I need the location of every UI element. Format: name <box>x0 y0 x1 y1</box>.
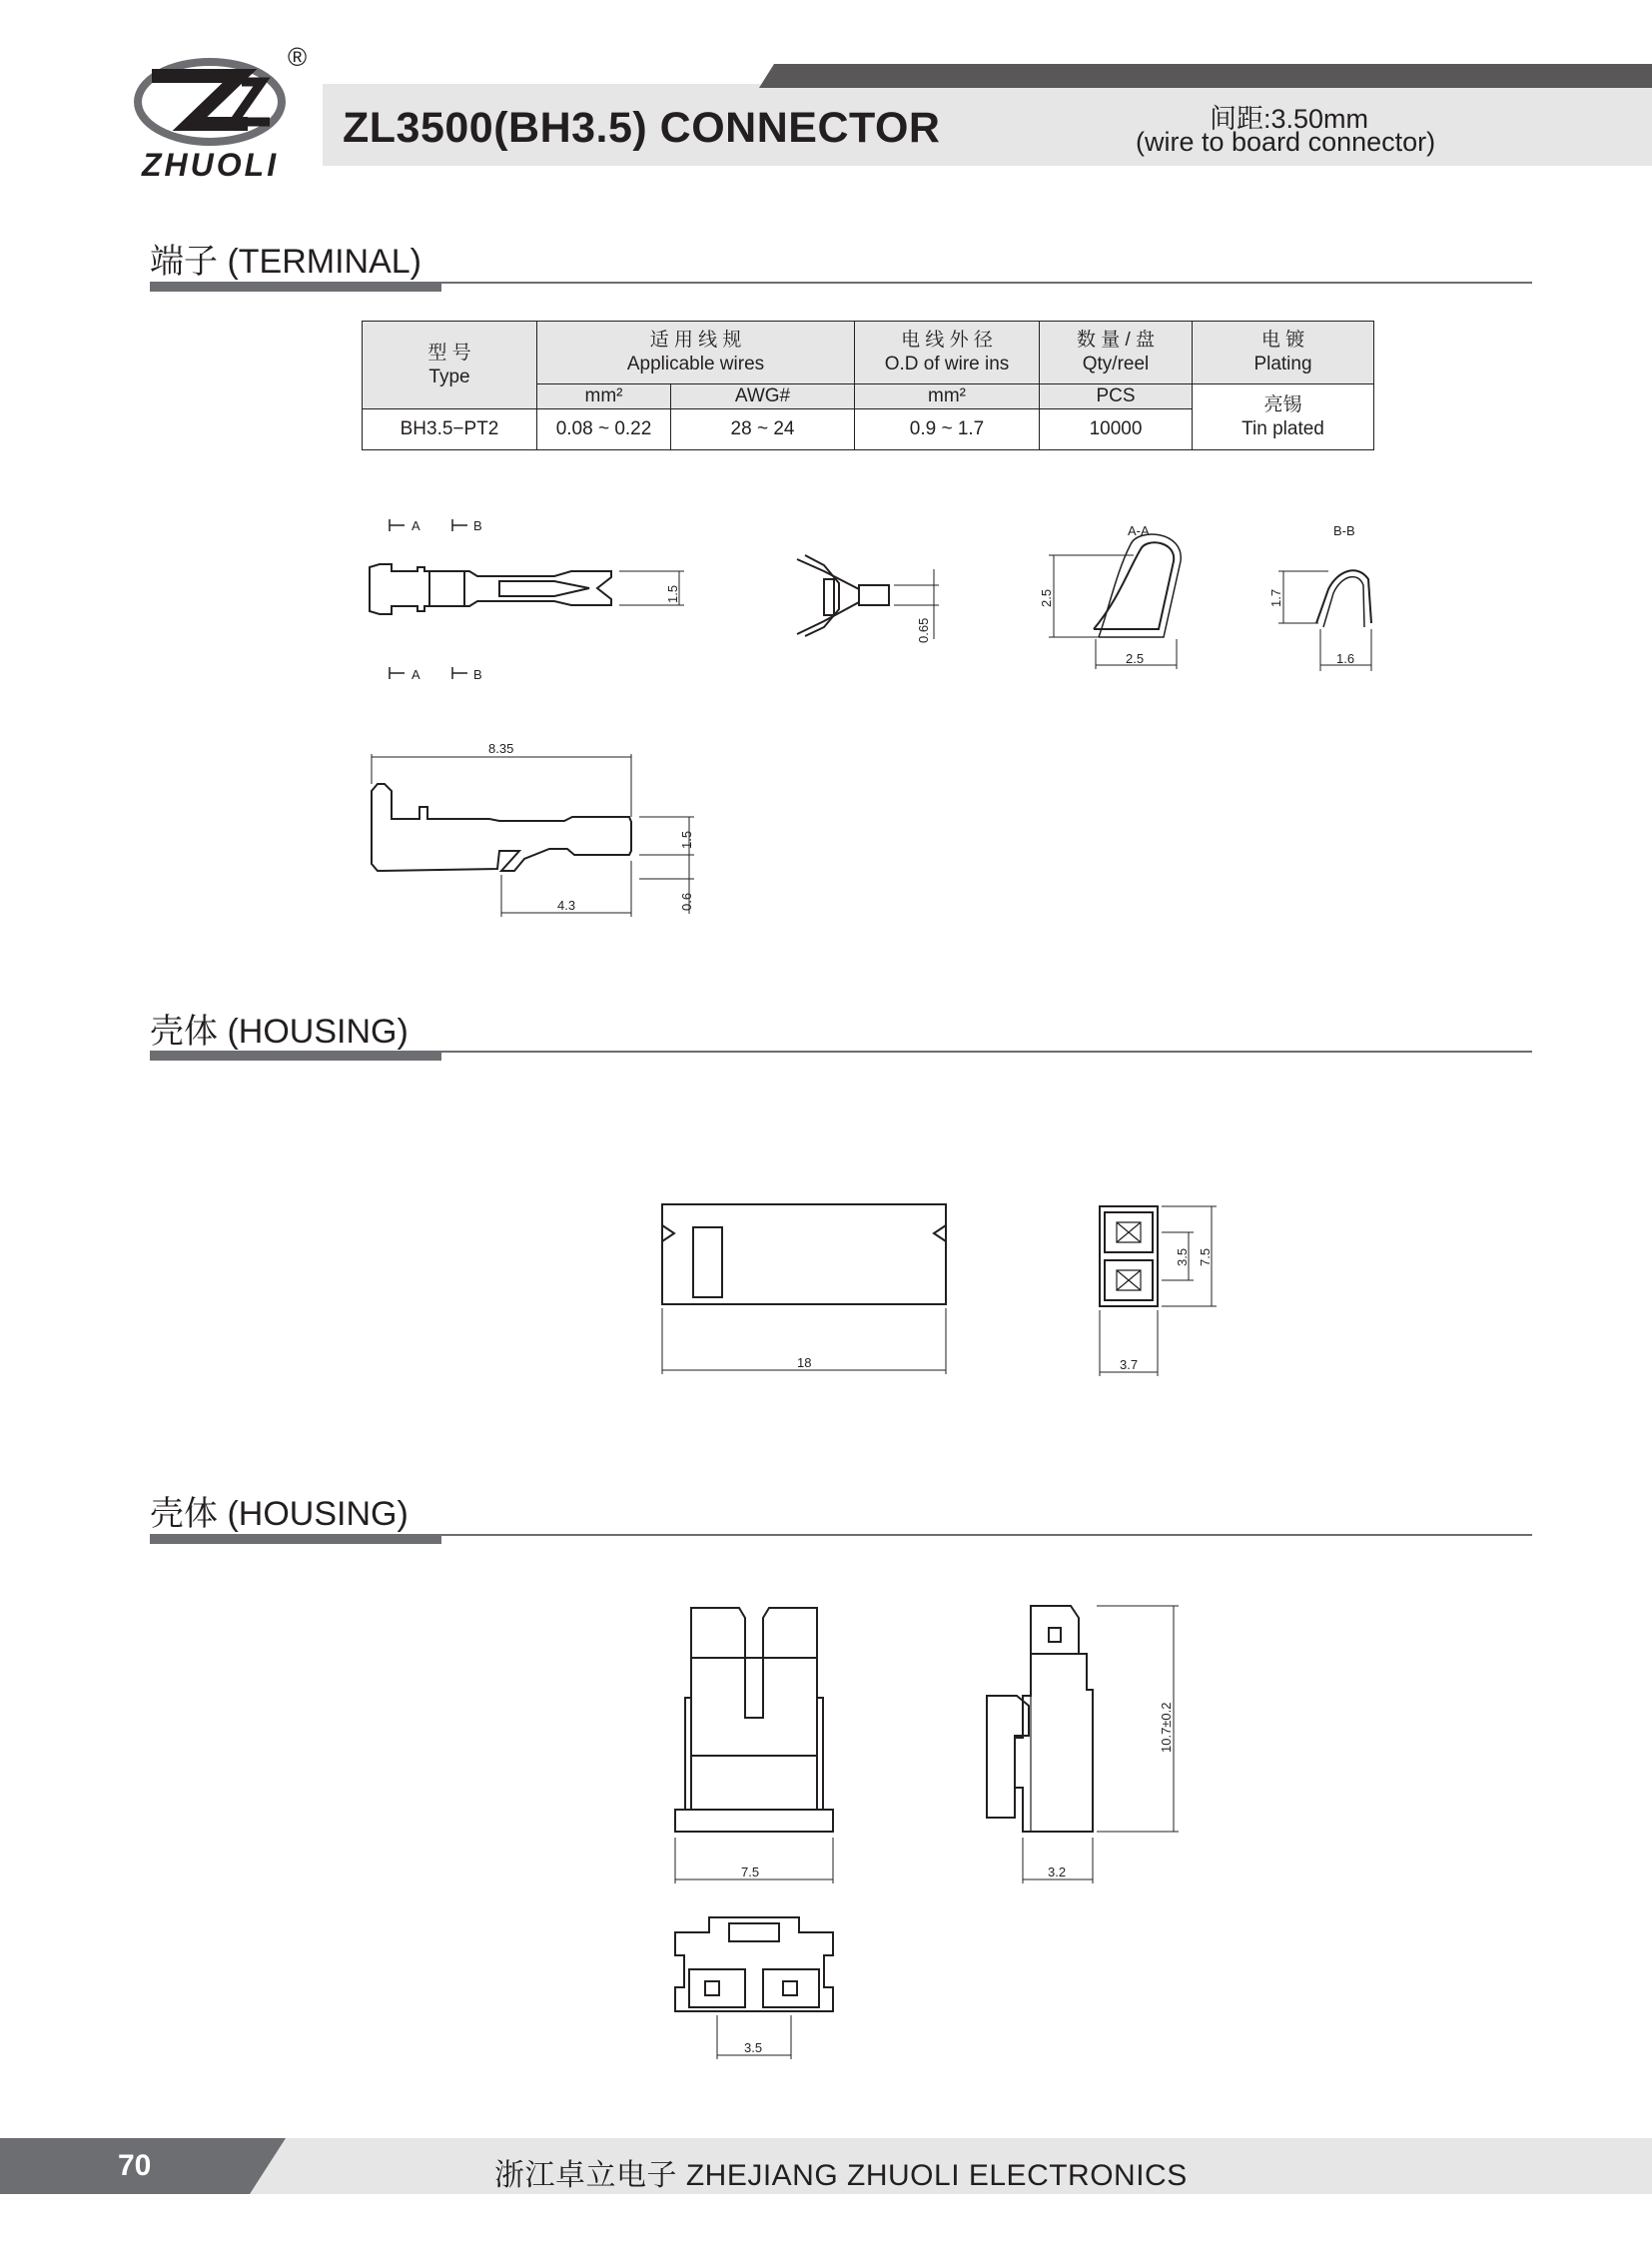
col-od-header <box>855 322 1040 384</box>
footer-slant <box>250 2138 286 2194</box>
col-qty-header <box>1040 322 1193 384</box>
unit-od: mm² <box>855 384 1040 409</box>
section-aa-view <box>1049 534 1181 669</box>
dim-side-height: 1.5 <box>679 830 694 849</box>
housing-end-view <box>1100 1206 1217 1376</box>
terminal-drawing <box>0 499 1652 939</box>
col-qty-en: Qty/reel <box>1082 354 1150 374</box>
col-od-en: O.D of wire ins <box>884 354 1010 374</box>
registered-mark: ® <box>288 44 308 72</box>
housing-plug-drawing <box>0 1588 1652 2087</box>
plating-en: Tin plated <box>1241 417 1324 439</box>
cell-plating <box>1193 384 1374 450</box>
dim-housing-height: 7.5 <box>1198 1247 1213 1266</box>
header-top-bar <box>774 64 1652 88</box>
dim-housing-length: 18 <box>797 1355 812 1370</box>
connector-type-label: (wire to board connector) <box>1136 127 1436 157</box>
dim-height: 1.5 <box>665 584 680 603</box>
plug-bottom-view <box>675 1917 833 2059</box>
section-title-terminal: 端子 (TERMINAL) <box>150 243 421 281</box>
dim-length: 8.35 <box>488 741 514 756</box>
page-title: ZL3500(BH3.5) CONNECTOR <box>343 104 941 152</box>
dim-aa-width: 2.5 <box>1126 651 1145 666</box>
cut-label-a: A <box>412 518 420 533</box>
dim-housing-width: 3.7 <box>1120 1357 1139 1372</box>
unit-pcs: PCS <box>1040 384 1193 409</box>
section-label-aa: A-A <box>1128 523 1150 538</box>
header-bar-slant <box>759 64 774 88</box>
cut-label-a: A <box>412 667 420 682</box>
col-wires-cn: 适 用 线 规 <box>649 330 742 351</box>
unit-mm2: mm² <box>537 384 671 409</box>
dim-front-width: 7.5 <box>741 1865 760 1879</box>
cell-od: 0.9 ~ 1.7 <box>855 409 1040 450</box>
col-type-cn: 型 号 <box>427 342 471 364</box>
section-underline-bar <box>150 1052 441 1061</box>
cut-label-b: B <box>473 667 482 682</box>
terminal-side-view <box>372 754 694 917</box>
dim-aa-height: 2.5 <box>1039 588 1054 607</box>
section-label-bb: B-B <box>1333 523 1355 538</box>
dim-side-step: 0.6 <box>679 892 694 911</box>
dim-bb-width: 1.6 <box>1336 651 1355 666</box>
section-title-housing: 壳体 (HOUSING) <box>150 1013 409 1051</box>
plating-cn: 亮锡 <box>1263 393 1302 415</box>
table-header-row <box>363 322 1374 384</box>
cell-type: BH3.5−PT2 <box>363 409 537 450</box>
col-type-header <box>363 322 537 409</box>
dim-housing-pitch: 3.5 <box>1175 1247 1190 1266</box>
unit-awg: AWG# <box>671 384 855 409</box>
col-plating-header <box>1193 322 1374 384</box>
col-plating-en: Plating <box>1253 354 1312 374</box>
section-underline-bar <box>150 283 441 292</box>
col-wires-en: Applicable wires <box>626 354 765 374</box>
dim-side-length: 4.3 <box>557 898 576 913</box>
col-wires-header <box>537 322 855 384</box>
cut-label-b: B <box>473 518 482 533</box>
col-od-cn: 电 线 外 径 <box>901 330 993 351</box>
terminal-top-view <box>370 564 684 614</box>
cell-awg: 28 ~ 24 <box>671 409 855 450</box>
dim-bb-height: 1.7 <box>1268 588 1283 607</box>
brand-name: ZHUOLI <box>142 147 280 183</box>
pitch-label: 间距:3.50mm <box>1210 104 1369 134</box>
plug-side-view <box>987 1606 1179 1883</box>
housing-receptacle-drawing <box>0 1178 1652 1398</box>
dim-side-width: 3.2 <box>1048 1865 1067 1879</box>
section-underline-bar <box>150 1535 441 1544</box>
cell-mm2: 0.08 ~ 0.22 <box>537 409 671 450</box>
housing-side-view <box>662 1204 946 1374</box>
plug-front-view <box>675 1608 833 1883</box>
col-qty-cn: 数 量 / 盘 <box>1076 330 1156 351</box>
col-type-en: Type <box>428 366 470 387</box>
dim-side-height: 10.7±0.2 <box>1159 1702 1174 1753</box>
section-title-housing: 壳体 (HOUSING) <box>150 1495 409 1533</box>
dim-tip: 0.65 <box>916 617 931 643</box>
terminal-spec-table <box>362 321 1374 450</box>
section-bb-view <box>1278 570 1371 671</box>
company-name: 浙江卓立电子 ZHEJIANG ZHUOLI ELECTRONICS <box>494 2159 1188 2192</box>
page-number: 70 <box>118 2149 152 2182</box>
cell-qty: 10000 <box>1040 409 1193 450</box>
dim-bottom-pitch: 3.5 <box>744 2040 763 2055</box>
zhuoli-logo <box>130 44 330 184</box>
col-plating-cn: 电 镀 <box>1260 330 1305 351</box>
